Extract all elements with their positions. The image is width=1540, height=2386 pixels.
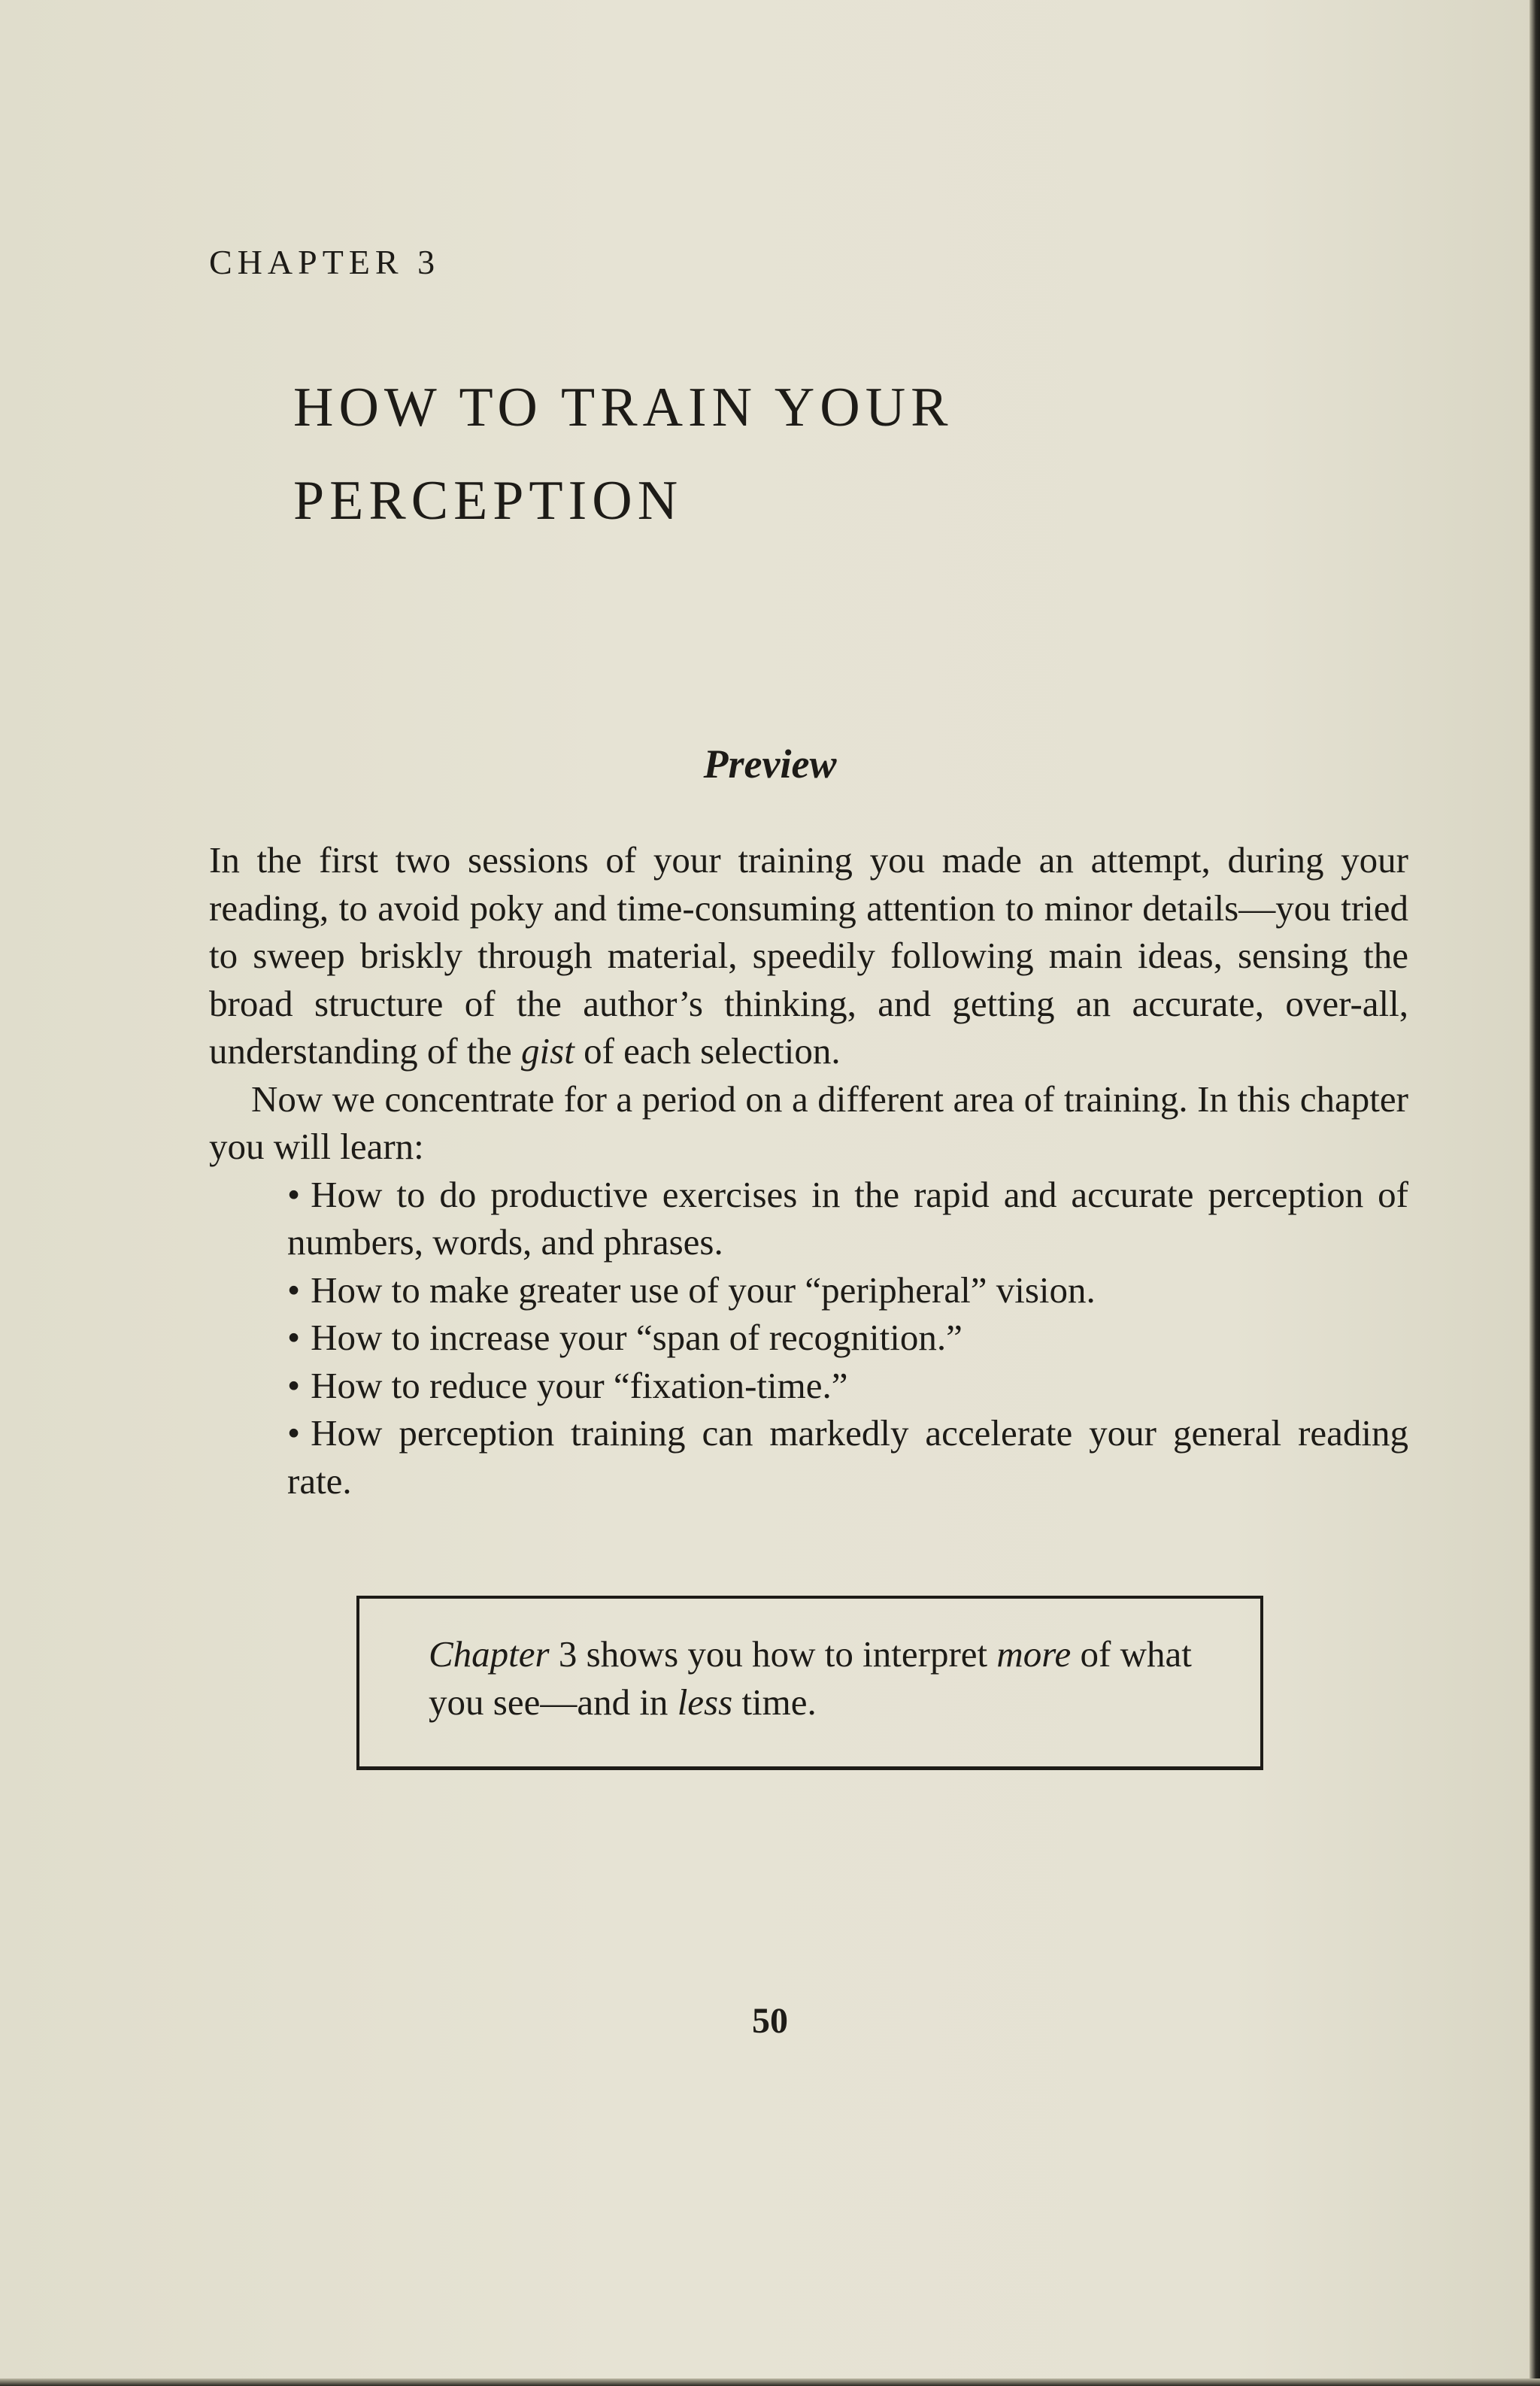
page-number: 50 (752, 2001, 788, 2041)
learning-objectives-list (209, 1171, 1408, 1505)
list-item (287, 1314, 1408, 1362)
list-item-text: How perception training can markedly accelerate your general reading rate. (287, 1412, 1408, 1502)
callout-emphasis-more: more (996, 1633, 1072, 1675)
chapter-label: CHAPTER 3 (209, 243, 441, 281)
callout-text: shows you how to interpret (577, 1633, 997, 1675)
list-item-text: How to do productive exercises in the rapid and accurate perception of numbers, words, and phrases. (287, 1173, 1408, 1263)
callout-text: of what you see—and in (429, 1633, 1192, 1723)
second-paragraph: Now we concentrate for a period on a different area of training. In this chapter you will learn: (209, 1078, 1408, 1167)
intro-paragraph (209, 836, 1408, 1075)
page-bottom-edge (0, 2378, 1540, 2386)
chapter-title-line-1: HOW TO TRAIN YOUR (293, 377, 953, 438)
chapter-title (293, 361, 953, 547)
list-item (287, 1362, 1408, 1410)
list-item-text: How to increase your “span of recognition.” (311, 1317, 962, 1358)
preview-heading: Preview (703, 741, 837, 787)
bullet-icon: • (287, 1269, 301, 1311)
list-item (287, 1171, 1408, 1266)
chapter-summary-box (356, 1596, 1263, 1770)
callout-chapter-number: 3 (558, 1633, 578, 1675)
callout-text: time. (732, 1681, 817, 1723)
intro-paragraph-text: In the first two sessions of your training you made an attempt, during your reading, to avoid poky and time-consuming attention to minor details—you tried to sweep briskly through material, speedily following main ideas, sensing the broad structure of the author’s thinking, and getting an accurate, over-all, understanding of the (209, 839, 1408, 1072)
bullet-icon: • (287, 1173, 301, 1215)
chapter-title-line-2: PERCEPTION (293, 470, 684, 532)
list-item (287, 1266, 1408, 1314)
bullet-icon: • (287, 1317, 301, 1358)
bullet-icon: • (287, 1412, 301, 1454)
preview-body (209, 836, 1408, 1505)
intro-paragraph-text-end: of each selection. (574, 1030, 841, 1072)
callout-emphasis-less: less (677, 1681, 733, 1723)
intro-paragraph-emphasis: gist (521, 1030, 574, 1072)
list-item (287, 1409, 1408, 1505)
callout-chapter-ref: Chapter (429, 1633, 550, 1675)
bullet-icon: • (287, 1364, 301, 1406)
list-item-text: How to reduce your “fixation-time.” (311, 1364, 848, 1406)
list-item-text: How to make greater use of your “peripheral” vision. (311, 1269, 1096, 1311)
